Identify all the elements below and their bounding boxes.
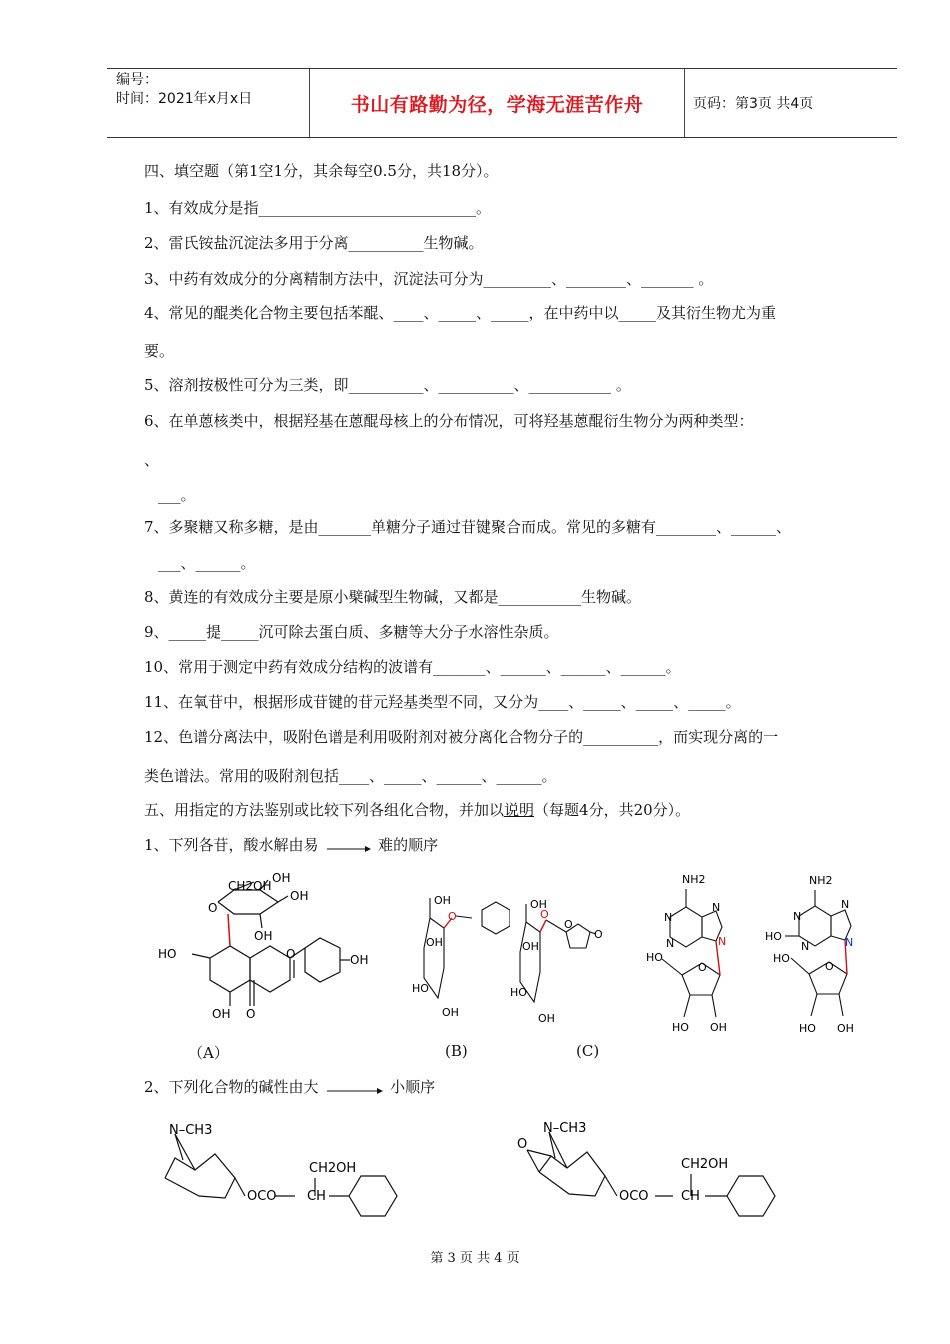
question-7a: 7、多聚糖又称多糖，是由_______单糖分子通过苷键聚合而成。常见的多糖有________、______、 <box>144 518 792 536</box>
mol-d-o: O <box>698 961 707 974</box>
mol-e-oh: OH <box>837 1022 854 1035</box>
mol-b-ho: HO <box>412 982 429 995</box>
label-a: （A） <box>188 1044 229 1062</box>
mol-e-n1: N <box>793 910 802 923</box>
mol-a-oh1: OH <box>272 871 291 885</box>
tropane1-ch2oh: CH2OH <box>309 1161 357 1176</box>
header-meta <box>107 69 309 137</box>
question-4b: 要。 <box>144 342 175 360</box>
mol-a-oh3: OH <box>254 929 273 943</box>
section5-q1: 1、下列各苷，酸水解由易 难的顺序 <box>144 836 439 854</box>
mol-a-oh2: OH <box>290 889 309 903</box>
arrow-icon <box>325 1081 383 1095</box>
mol-b-oh2: OH <box>426 936 443 949</box>
molecule-e-structure <box>765 868 875 1043</box>
tropane2-ch2oh: CH2OH <box>681 1157 729 1172</box>
tropane-molecule-2 <box>505 1112 795 1227</box>
molecule-c-structure <box>510 888 610 1028</box>
mol-c-o3: O <box>564 918 573 931</box>
tropane2-o: O <box>517 1137 528 1152</box>
question-7b: ___、______。 <box>158 554 256 572</box>
mol-d-n3: N <box>712 901 721 914</box>
tropane1-ch: CH <box>307 1189 326 1204</box>
section4-title: 四、填空题（第1空1分，其余每空0.5分，共18分）。 <box>144 162 499 180</box>
mol-a-oh5: OH <box>212 1007 231 1021</box>
mol-e-o: O <box>825 960 834 973</box>
question-6c: ___。 <box>158 486 196 504</box>
question-8: 8、黄连的有效成分主要是原小檗碱型生物碱，又都是___________生物碱。 <box>144 588 642 606</box>
tropane1-oco: OCO <box>247 1189 277 1204</box>
mol-e-n4: N <box>845 936 854 949</box>
question-3: 3、中药有效成分的分离精制方法中，沉淀法可分为_________、________、_______ 。 <box>144 270 714 288</box>
code-label: 编号： <box>116 72 158 88</box>
tropane2-oco: OCO <box>619 1189 649 1204</box>
mol-d-n4: N <box>718 935 727 948</box>
mol-b-o: O <box>448 910 457 923</box>
mol-d-ho1: HO <box>646 951 663 964</box>
mol-c-oh3: OH <box>538 1012 555 1025</box>
page-footer: 第 3 页 共 4 页 <box>430 1251 520 1266</box>
molecule-b-structure <box>410 888 510 1023</box>
mol-c-o2: O <box>594 928 603 941</box>
page-header <box>107 68 897 138</box>
question-2: 2、雷氏铵盐沉淀法多用于分离__________生物碱。 <box>144 234 484 252</box>
mol-c-oh1: OH <box>530 898 547 911</box>
question-4a: 4、常见的醌类化合物主要包括苯醌、____、_____、_____，在中药中以_____及其衍生物尤为重 <box>144 304 777 322</box>
mol-c-ho: HO <box>510 986 527 999</box>
mol-a-ch2oh: CH2OH <box>228 879 272 893</box>
mol-e-ho3: HO <box>799 1022 816 1035</box>
mol-a-o2: O <box>286 947 296 961</box>
header-page-info: 页码：第3页 共4页 <box>693 96 814 112</box>
mol-d-ho2: HO <box>672 1021 689 1034</box>
mol-a-ho: HO <box>158 947 177 961</box>
mol-a-o3: O <box>246 1007 256 1021</box>
question-6a: 6、在单蒽核类中，根据羟基在蒽醌母核上的分布情况，可将羟基蒽醌衍生物分为两种类型： <box>144 412 754 430</box>
tropane-molecule-1 <box>155 1112 415 1227</box>
tropane2-nch3: N–CH3 <box>543 1121 587 1136</box>
time-label: 时间：2021年x月x日 <box>116 91 253 107</box>
mol-d-n1: N <box>664 911 673 924</box>
tropane2-ch: CH <box>681 1189 700 1204</box>
question-12a: 12、色谱分离法中，吸附色谱是利用吸附剂对被分离化合物分子的__________，而实现分离的一 <box>144 728 779 746</box>
mol-e-n2: N <box>801 940 810 953</box>
mol-a-oh4: OH <box>350 953 369 967</box>
header-motto: 书山有路勤为径，学海无涯苦作舟 <box>309 69 685 137</box>
mol-a-o1: O <box>208 901 218 915</box>
question-11: 11、在氧苷中，根据形成苷键的苷元羟基类型不同，又分为____、_____、_____、_____。 <box>144 693 741 711</box>
mol-c-o1: O <box>540 908 549 921</box>
section5-title: 五、用指定的方法鉴别或比较下列各组化合物，并加以说明（每题4分，共20分）。 <box>144 801 691 819</box>
label-b: (B) <box>445 1042 468 1060</box>
mol-c-oh2: OH <box>522 940 539 953</box>
mol-e-nh2: NH2 <box>809 874 833 887</box>
mol-d-oh: OH <box>710 1021 727 1034</box>
question-12b: 类色谱法。常用的吸附剂包括____、_____、______、______。 <box>144 767 557 785</box>
question-10: 10、常用于测定中药有效成分结构的波谱有_______、______、______、______。 <box>144 658 681 676</box>
mol-e-ho1: HO <box>765 930 782 943</box>
label-c: (C) <box>576 1042 600 1060</box>
question-9: 9、_____提_____沉可除去蛋白质、多糖等大分子水溶性杂质。 <box>144 623 559 641</box>
mol-e-n3: N <box>841 898 850 911</box>
question-1: 1、有效成分是指_____________________________。 <box>144 199 492 217</box>
mol-e-ho2: HO <box>773 952 790 965</box>
question-6b: 、 <box>144 451 160 469</box>
underlined-word: 说明 <box>504 801 535 819</box>
mol-b-oh3: OH <box>442 1006 459 1019</box>
molecule-d-structure <box>640 865 760 1040</box>
molecule-a-structure <box>150 868 380 1033</box>
mol-d-nh2: NH2 <box>682 873 706 886</box>
arrow-icon <box>325 839 371 853</box>
mol-d-n2: N <box>666 937 675 950</box>
tropane1-nch3: N–CH3 <box>169 1123 213 1138</box>
section5-q2: 2、下列化合物的碱性由大 小顺序 <box>144 1078 436 1096</box>
mol-b-oh1: OH <box>434 894 451 907</box>
question-5: 5、溶剂按极性可分为三类，即__________、__________、___________ 。 <box>144 376 631 394</box>
